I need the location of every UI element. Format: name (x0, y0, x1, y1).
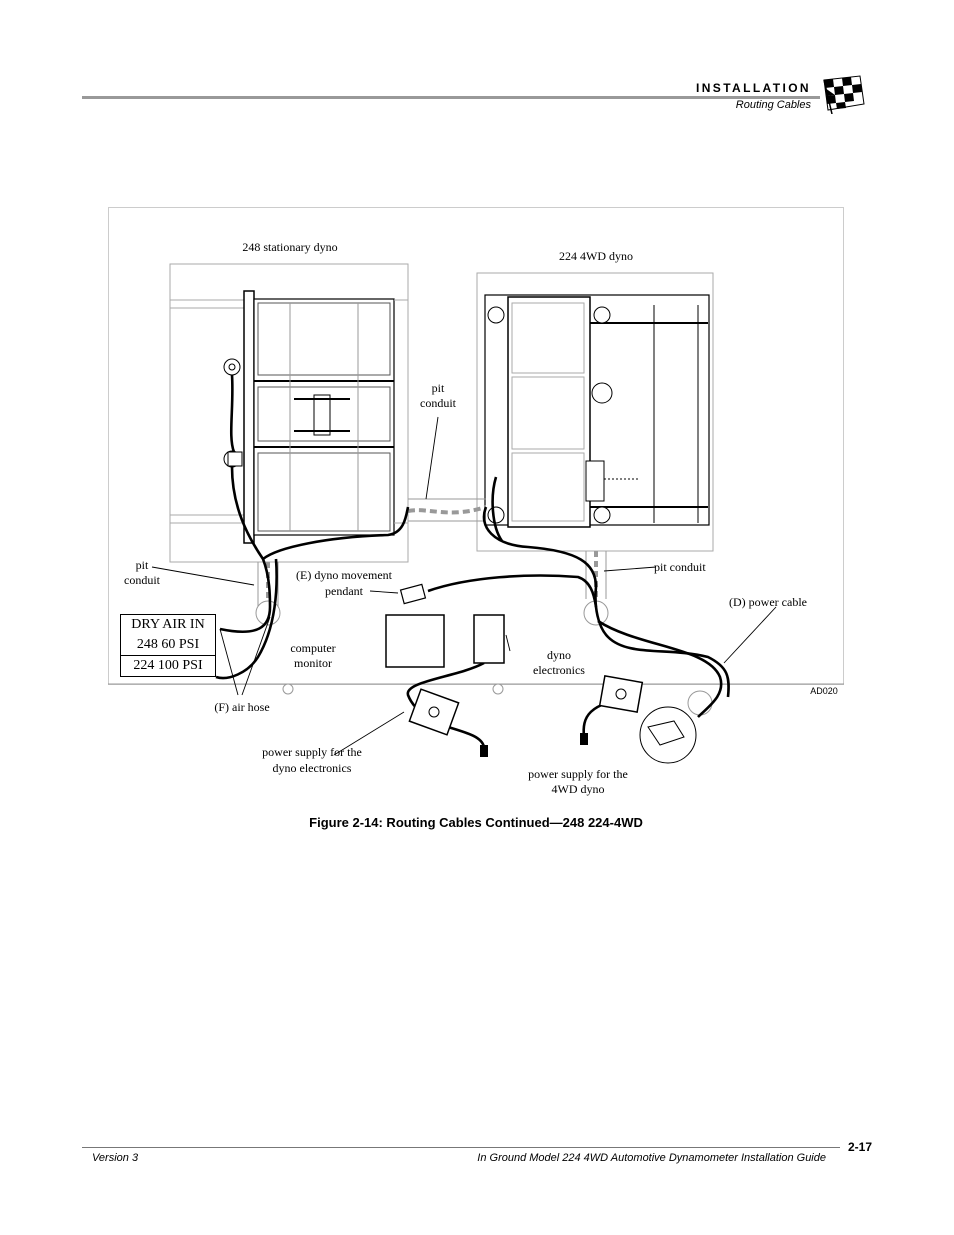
figure-code: AD020 (810, 686, 838, 696)
footer-title: In Ground Model 224 4WD Automotive Dynamometer Installation Guide (477, 1152, 826, 1164)
section-title: INSTALLATION (695, 81, 811, 95)
label-psu-4wd-1: power supply for the (528, 767, 628, 781)
label-pit-conduit-top-2: conduit (420, 396, 456, 410)
dry-air-box (120, 614, 216, 677)
label-pendant-1: (E) dyno movement (296, 568, 392, 582)
label-pit-conduit-right: pit conduit (654, 560, 706, 574)
computer-monitor (386, 615, 444, 667)
dry-air-line-2: 248 60 PSI (136, 637, 200, 652)
label-monitor-1: computer (290, 641, 336, 655)
routing-cables-figure (108, 207, 844, 803)
label-pit-conduit-top-1: pit (431, 381, 445, 395)
label-psu-electronics-2: dyno electronics (272, 761, 352, 775)
stationary-dyno-outline (170, 264, 408, 562)
label-pit-conduit-left-2: conduit (124, 573, 160, 587)
dyno-electronics-box (474, 615, 504, 663)
dry-air-line-3: 224 100 PSI (121, 655, 215, 676)
label-psu-electronics-1: power supply for the (262, 745, 362, 759)
page-number: 2-17 (847, 1140, 872, 1154)
dry-air-line-1: DRY AIR IN (131, 617, 205, 632)
footer-version: Version 3 (92, 1152, 139, 1164)
label-stationary-dyno: 248 stationary dyno (242, 240, 338, 254)
figure-caption: Figure 2-14: Routing Cables Continued—248 224-4WD (309, 815, 643, 830)
footer-rule (82, 1147, 840, 1148)
label-4wd-dyno: 224 4WD dyno (559, 249, 633, 263)
label-power-cable: (D) power cable (729, 595, 807, 609)
checkered-flag-icon (820, 74, 866, 114)
label-monitor-2: monitor (294, 656, 332, 670)
label-psu-4wd-2: 4WD dyno (551, 782, 605, 796)
label-air-hose: (F) air hose (214, 700, 270, 714)
pendant-device (401, 584, 426, 603)
label-electronics-1: dyno (547, 648, 571, 662)
fourwd-dyno-outline (477, 273, 713, 551)
label-electronics-2: electronics (533, 663, 585, 677)
label-pit-conduit-left-1: pit (135, 558, 149, 572)
label-pendant-2: pendant (325, 584, 363, 598)
section-subtitle: Routing Cables (735, 99, 811, 111)
